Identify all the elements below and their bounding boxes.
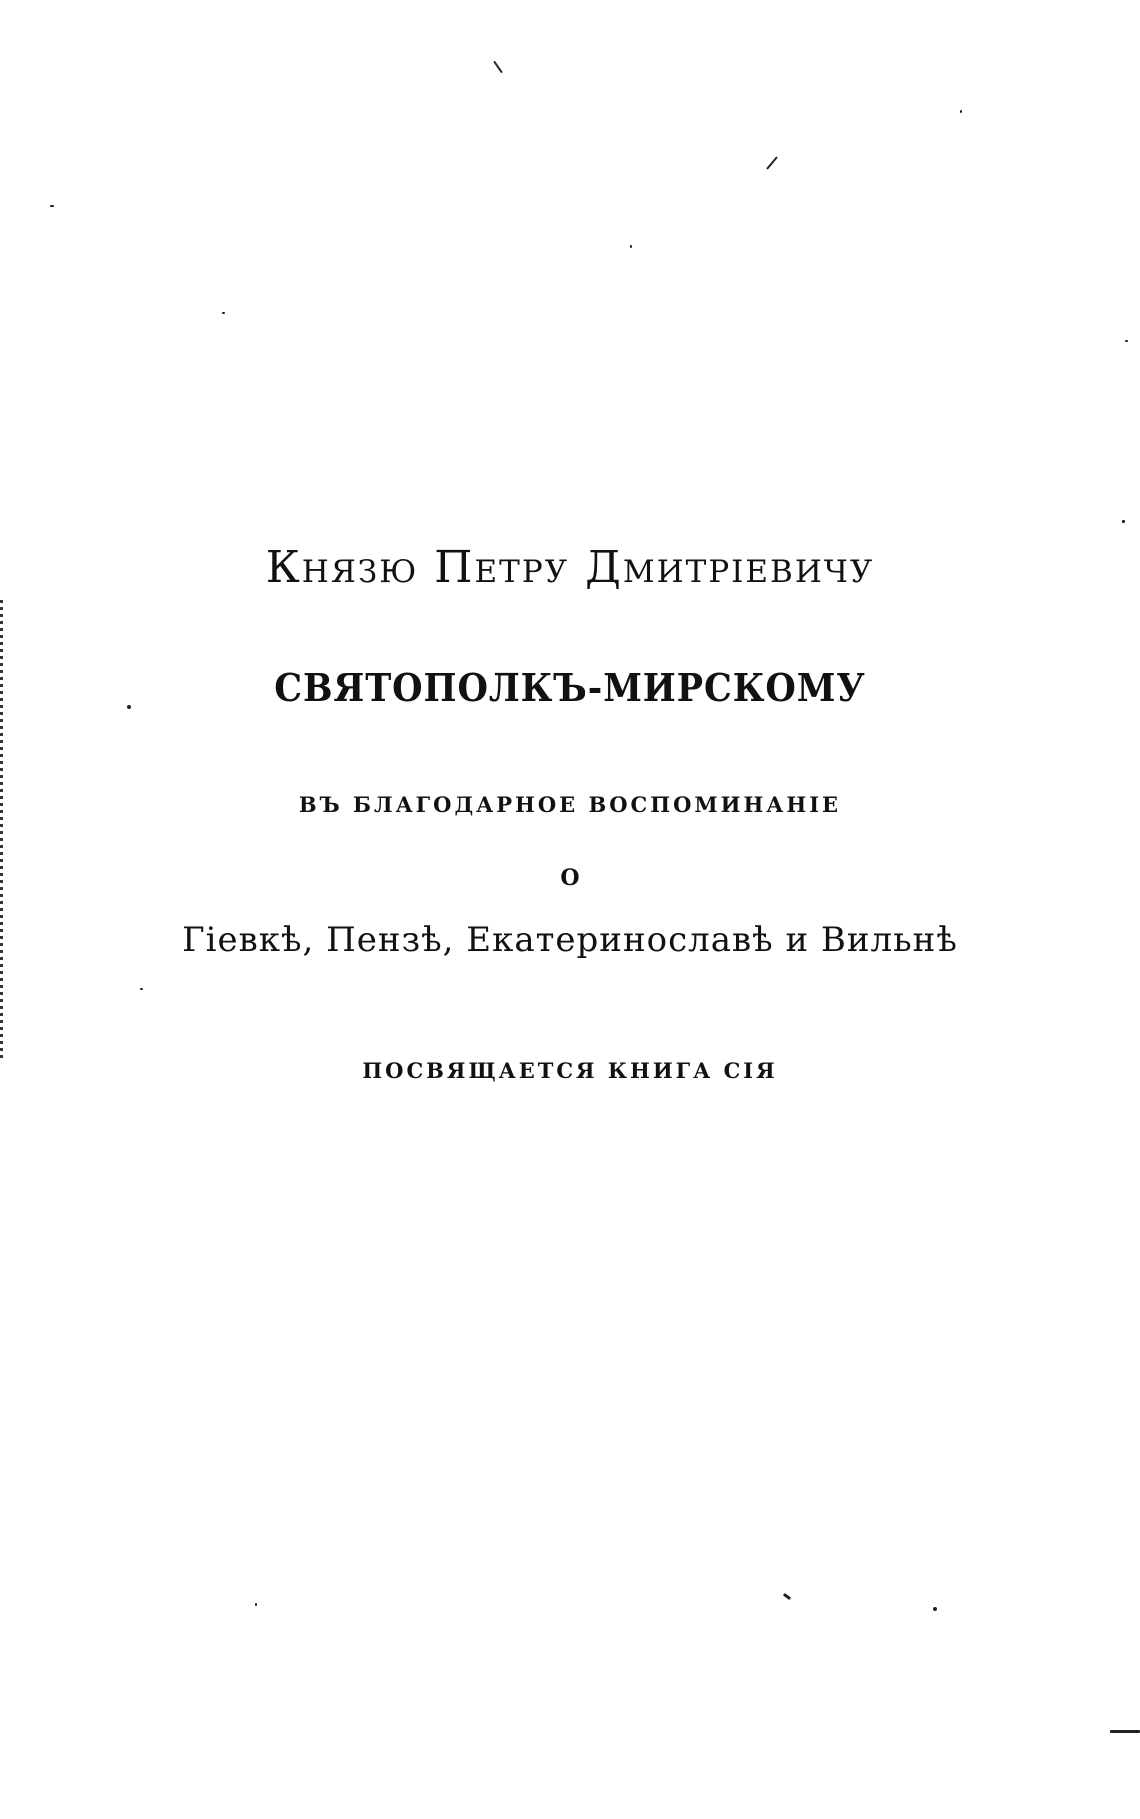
scan-speck [493, 61, 503, 74]
scan-speck [1122, 520, 1125, 523]
scan-speck [630, 245, 632, 248]
dedication-phrase: ВЪ БЛАГОДАРНОЕ ВОСПОМИНАНІЕ [298, 792, 842, 817]
scan-speck [140, 988, 143, 990]
scan-speck [933, 1607, 937, 1611]
scan-speck [222, 312, 225, 314]
scan-speck [255, 1603, 257, 1606]
scan-edge-marks [0, 600, 3, 1060]
dedication-preposition: О [560, 865, 580, 891]
dedicatee-name: Князю Петру Дмитріевичу [265, 542, 875, 593]
dedication-places: Гіевкѣ, Пензѣ, Екатеринославѣ и Вильнѣ [182, 920, 958, 960]
scan-speck [1125, 340, 1128, 342]
scan-speck [127, 705, 131, 709]
scan-speck [960, 110, 962, 113]
scan-speck [766, 156, 778, 170]
scan-speck [50, 205, 54, 207]
dedication-closing: ПОСВЯЩАЕТСЯ КНИГА СІЯ [362, 1058, 778, 1083]
scan-speck [783, 1593, 791, 1600]
scan-speck [1110, 1730, 1140, 1733]
dedicatee-surname: СВЯТОПОЛКЪ-МИРСКОМУ [274, 665, 866, 710]
